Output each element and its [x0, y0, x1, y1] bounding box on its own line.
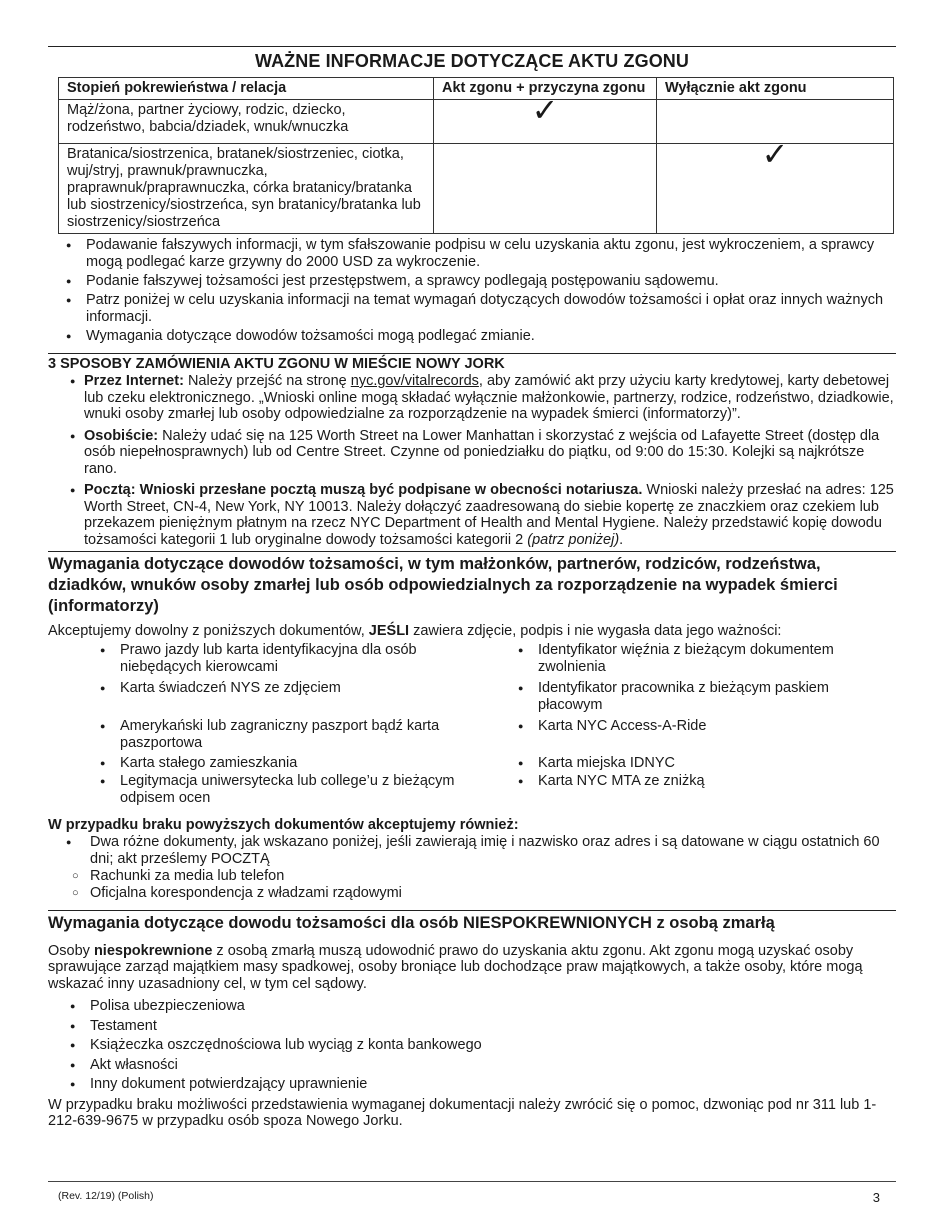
header-cause: Akt zgonu + przyczyna zgonu — [434, 78, 657, 100]
alt-docs-sublist — [48, 868, 896, 902]
alt-docs-list — [48, 834, 896, 868]
way-in-person — [48, 428, 896, 478]
relationship-table — [58, 77, 894, 234]
help-text: W przypadku braku możliwości przedstawienia wymaganej dokumentacji należy zwrócić się o pomoc, dzwoniąc pod nr 311 lub 1-212-639-9675 w przypadku osób spoza Nowego Jorku. — [48, 1096, 877, 1129]
checkmark-icon: ✓ — [657, 144, 894, 234]
list-item: ● Patrz poniżej w celu uzyskania informacji na temat wymagań dotyczących dowodów tożsamości i opłat oraz innych ważnych informacji. — [48, 292, 896, 326]
list-item: ● Identyfikator pracownika z bieżącym paskiem płacowym — [516, 680, 888, 714]
page-footer — [48, 1181, 896, 1205]
top-rule — [48, 46, 896, 47]
id-documents-columns — [48, 640, 896, 810]
way-text: , aby zamówić akt przy użyciu karty kredytowej, karty debetowej lub czeku elektronicznego. „Wnioski online mogą składać wyłącznie małżonkowie, partnerzy, rodzice, rodzeństwo, dziadkowie, wnuki osoby zmarłej lub osoby odpowiedzialne za rozporządzenie na wypadek śmierci (informatorzy)”. — [84, 373, 894, 422]
document-page — [48, 46, 896, 1130]
vitalrecords-link[interactable]: nyc.gov/vitalrecords — [350, 373, 479, 389]
list-item: ● Identyfikator więźnia z bieżącym dokumentem zwolnienia — [516, 642, 888, 676]
revision-label: (Rev. 12/19) (Polish) — [58, 1190, 154, 1202]
way-label: Pocztą: Wnioski przesłane pocztą muszą być podpisane w obecności notariusza. — [84, 482, 643, 498]
checkmark-icon: ✓ — [434, 100, 657, 144]
list-item: ● Wymagania dotyczące dowodów tożsamości mogą podlegać zmianie. — [48, 328, 896, 345]
list-item: ● Testament — [48, 1017, 896, 1037]
ways-list — [48, 373, 896, 548]
way-text: Należy udać się na 125 Worth Street na Lower Manhattan i skorzystać z wejścia od Lafayette Street (dostęp dla osób niepełnosprawnych) lub od Centre Street. Czynne od poniedziałku do piątku, od 9:00 do 15:30. Kolejki są najkrótsze rano. — [84, 427, 880, 477]
relation-cell: Mąż/żona, partner życiowy, rodzic, dziecko, rodzeństwo, babcia/dziadek, wnuk/wnuczka — [59, 100, 434, 144]
section-rule — [48, 551, 896, 552]
list-item: ● Prawo jazdy lub karta identyfikacyjna dla osób niebędących kierowcami — [98, 642, 480, 676]
unrelated-intro-text: z osobą zmarłą muszą udowodnić prawo do uzyskania aktu zgonu. Akt zgonu mogą uzyskać osoby sprawujące zarząd majątkiem masy spadkowej, osoby broniące lub dochodzące praw majątkowych, a także osoby, które mogą wskazać inny uzasadniony cel, w tym cel sądowy. — [48, 942, 863, 992]
list-item: ● Karta stałego zamieszkania — [98, 755, 480, 772]
way-internet — [48, 373, 896, 423]
list-item: ○ Rachunki za media lub telefon — [48, 868, 896, 885]
section-rule — [48, 353, 896, 354]
way-text: . — [619, 531, 624, 548]
list-item: ● Polisa ubezpieczeniowa — [48, 997, 896, 1017]
unrelated-intro-bold: niespokrewnione — [93, 942, 213, 959]
way-label: Osobiście: — [84, 427, 159, 444]
notes-list — [48, 237, 896, 345]
list-item: ● Książeczka oszczędnościowa lub wyciąg z konta bankowego — [48, 1036, 896, 1056]
id-intro-bold: JEŚLI — [368, 623, 410, 639]
way-mail — [48, 482, 896, 548]
way-text: Wnioski należy przesłać na adres: 125 Worth Street, CN-4, New York, NY 10013. Należy dołączyć zaadresowaną do siebie kopertę ze znaczkiem oraz czekiem lub przekazem pieniężnym płatnym na rzecz NYC Department of Health and Mental Hygiene. Należy przedstawić kopię dowodu tożsamości kategorii 1 lub oryginalne dowody tożsamości kategorii 2 — [84, 482, 894, 548]
way-label: Przez Internet: — [84, 373, 184, 389]
page-number: 3 — [872, 1190, 880, 1205]
alt-docs-heading: W przypadku braku powyższych dokumentów akceptujemy również: — [48, 816, 519, 833]
id-intro-text: Akceptujemy dowolny z poniższych dokumentów, — [48, 623, 369, 639]
list-item: ● Karta świadczeń NYS ze zdjęciem — [98, 680, 480, 697]
list-item: ● Akt własności — [48, 1056, 896, 1076]
empty-cell — [434, 144, 657, 234]
list-item: ● Inny dokument potwierdzający uprawnienie — [48, 1075, 896, 1095]
list-item: ○ Oficjalna korespondencja z władzami rządowymi — [48, 885, 896, 902]
list-item: ● Karta NYC Access-A-Ride — [516, 718, 888, 735]
unrelated-docs-list — [48, 997, 896, 1095]
ways-heading: 3 SPOSOBY ZAMÓWIENIA AKTU ZGONU W MIEŚCIE NOWY JORK — [48, 356, 505, 372]
list-item: ● Amerykański lub zagraniczny paszport bądź karta paszportowa — [98, 718, 480, 752]
list-item: ● Karta NYC MTA ze zniżką — [516, 773, 888, 790]
unrelated-intro — [48, 943, 896, 993]
id-intro — [48, 623, 896, 640]
way-text: Należy przejść na stronę — [183, 373, 351, 389]
list-item: ● Podanie fałszywej tożsamości jest przestępstwem, a sprawcy podlegają postępowaniu sądowemu. — [48, 273, 896, 290]
header-only-cert: Wyłącznie akt zgonu — [657, 78, 894, 100]
list-item: ● Dwa różne dokumenty, jak wskazano poniżej, jeśli zawierają imię i nazwisko oraz adres i są datowane w ciągu ostatnich 60 dni; akt prześlemy POCZTĄ — [48, 834, 896, 868]
table-row — [59, 144, 894, 234]
id-intro-text: zawiera zdjęcie, podpis i nie wygasła data jego ważności: — [409, 623, 782, 639]
section-rule — [48, 910, 896, 911]
list-item: ● Podawanie fałszywych informacji, w tym sfałszowanie podpisu w celu uzyskania aktu zgonu, jest wykroczeniem, a sprawcy mogą podlegać karze grzywny do 2000 USD za wykroczenie. — [48, 237, 896, 271]
relation-cell: Bratanica/siostrzenica, bratanek/siostrzeniec, ciotka, wuj/stryj, prawnuk/prawnuczka, praprawnuk/praprawnuczka, córka bratanicy/bratanka lub siostrzenicy/siostrzeńca, syn bratanicy/bratanka lub siostrzenicy/siostrzeńca — [59, 144, 434, 234]
id-section-heading: Wymagania dotyczące dowodów tożsamości, w tym małżonków, partnerów, rodziców, rodzeństwa, dziadków, wnuków osoby zmarłej lub osób odpowiedzialnych za rozporządzenie na wypadek śmierci (informatorzy) — [48, 555, 838, 615]
header-relation: Stopień pokrewieństwa / relacja — [59, 78, 434, 100]
page-title: WAŻNE INFORMACJE DOTYCZĄCE AKTU ZGONU — [254, 51, 690, 71]
table-header-row — [59, 78, 894, 100]
unrelated-intro-text: Osoby — [48, 942, 94, 959]
way-italic-note: (patrz poniżej) — [527, 531, 620, 548]
list-item: ● Legitymacja uniwersytecka lub college’u z bieżącym odpisem ocen — [98, 773, 480, 807]
unrelated-heading: Wymagania dotyczące dowodu tożsamości dla osób NIESPOKREWNIONYCH z osobą zmarłą — [48, 913, 775, 932]
list-item: ● Karta miejska IDNYC — [516, 755, 888, 772]
